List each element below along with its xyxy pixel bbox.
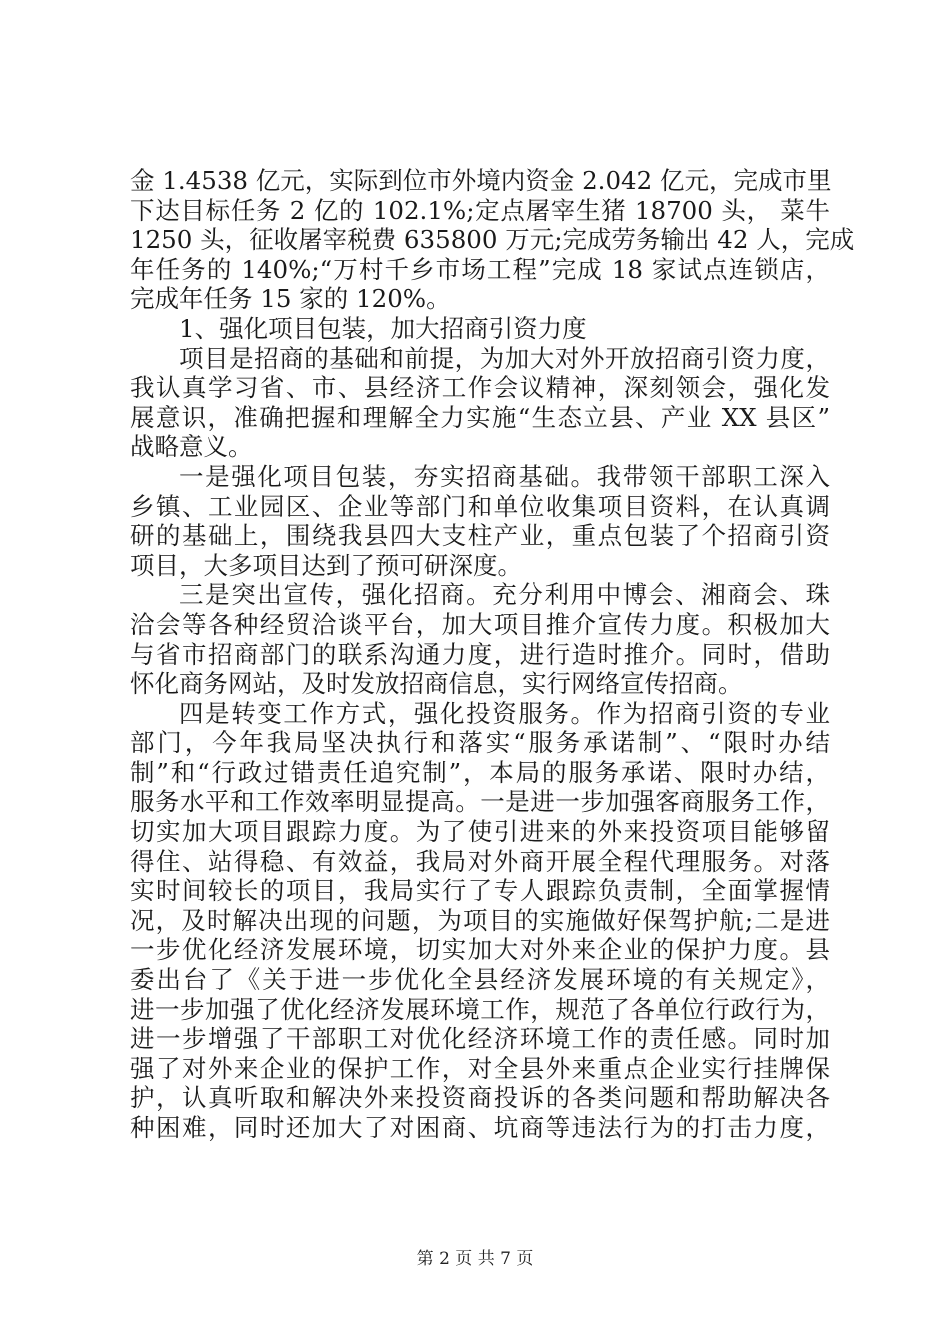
text-line: 况，及时解决出现的问题，为项目的实施做好保驾护航;二是进	[130, 905, 830, 935]
text-line: 金 1.4538 亿元，实际到位市外境内资金 2.042 亿元，完成市里	[130, 166, 832, 195]
document-body	[130, 166, 855, 1143]
text-line: 实时间较长的项目，我局实行了专人跟踪负责制，全面掌握情	[130, 876, 830, 906]
text-line: 项目是招商的基础和前提，为加大对外开放招商引资力度，	[179, 343, 830, 373]
text-line: 一步优化经济发展环境，切实加大对外来企业的保护力度。县	[130, 935, 830, 965]
text-line: 三是突出宣传，强化招商。充分利用中博会、湘商会、珠	[179, 580, 830, 610]
text-line: 与省市招商部门的联系沟通力度，进行造时推介。同时，借助	[130, 639, 830, 669]
text-line: 强了对外来企业的保护工作，对全县外来重点企业实行挂牌保	[130, 1053, 830, 1083]
text-line: 洽会等各种经贸洽谈平台，加大项目推介宣传力度。积极加大	[130, 609, 830, 639]
text-line: 我认真学习省、市、县经济工作会议精神，深刻领会，强化发	[130, 373, 830, 403]
text-line: 制”和“行政过错责任追究制”，本局的服务承诺、限时办结，	[130, 757, 830, 787]
text-line: 下达目标任务 2 亿的 102.1%;定点屠宰生猪 18700 头， 菜牛	[130, 195, 830, 225]
text-line: 战略意义。	[130, 432, 253, 462]
text-line: 项目，大多项目达到了预可研深度。	[130, 550, 522, 580]
text-line: 种困难，同时还加大了对困商、坑商等违法行为的打击力度，	[130, 1113, 830, 1142]
text-line: 得住、站得稳、有效益，我局对外商开展全程代理服务。对落	[130, 846, 830, 876]
text-line: 1250 头，征收屠宰税费 635800 万元;完成劳务输出 42 人，完成	[130, 225, 855, 255]
text-line: 服务水平和工作效率明显提高。一是进一步加强客商服务工作，	[130, 787, 830, 817]
text-line: 怀化商务网站，及时发放招商信息，实行网络宣传招商。	[130, 669, 743, 699]
page-footer: 第 2 页 共 7 页	[416, 1249, 534, 1269]
text-line: 年任务的 140%;“万村千乡市场工程”完成 18 家试点连锁店，	[130, 254, 830, 284]
text-line: 乡镇、工业园区、企业等部门和单位收集项目资料，在认真调	[130, 491, 830, 521]
text-line: 研的基础上，围绕我县四大支柱产业，重点包装了个招商引资	[130, 521, 830, 551]
text-line: 一是强化项目包装，夯实招商基础。我带领干部职工深入	[179, 461, 830, 491]
text-line: 展意识，准确把握和理解全力实施“生态立县、产业 XX 县区”	[130, 402, 830, 432]
text-line: 进一步增强了干部职工对优化经济环境工作的责任感。同时加	[130, 1024, 830, 1054]
text-line: 1、强化项目包装，加大招商引资力度	[179, 313, 587, 343]
text-line: 四是转变工作方式，强化投资服务。作为招商引资的专业	[179, 698, 830, 728]
text-line: 部门，今年我局坚决执行和落实“服务承诺制”、“限时办结	[130, 728, 830, 758]
text-line: 切实加大项目跟踪力度。为了使引进来的外来投资项目能够留	[130, 817, 830, 847]
text-line: 护，认真听取和解决外来投资商投诉的各类问题和帮助解决各	[130, 1083, 830, 1113]
text-line: 完成年任务 15 家的 120%。	[130, 284, 451, 314]
text-line: 委出台了《关于进一步优化全县经济发展环境的有关规定》，	[130, 965, 830, 995]
text-line: 进一步加强了优化经济发展环境工作，规范了各单位行政行为，	[130, 994, 830, 1024]
